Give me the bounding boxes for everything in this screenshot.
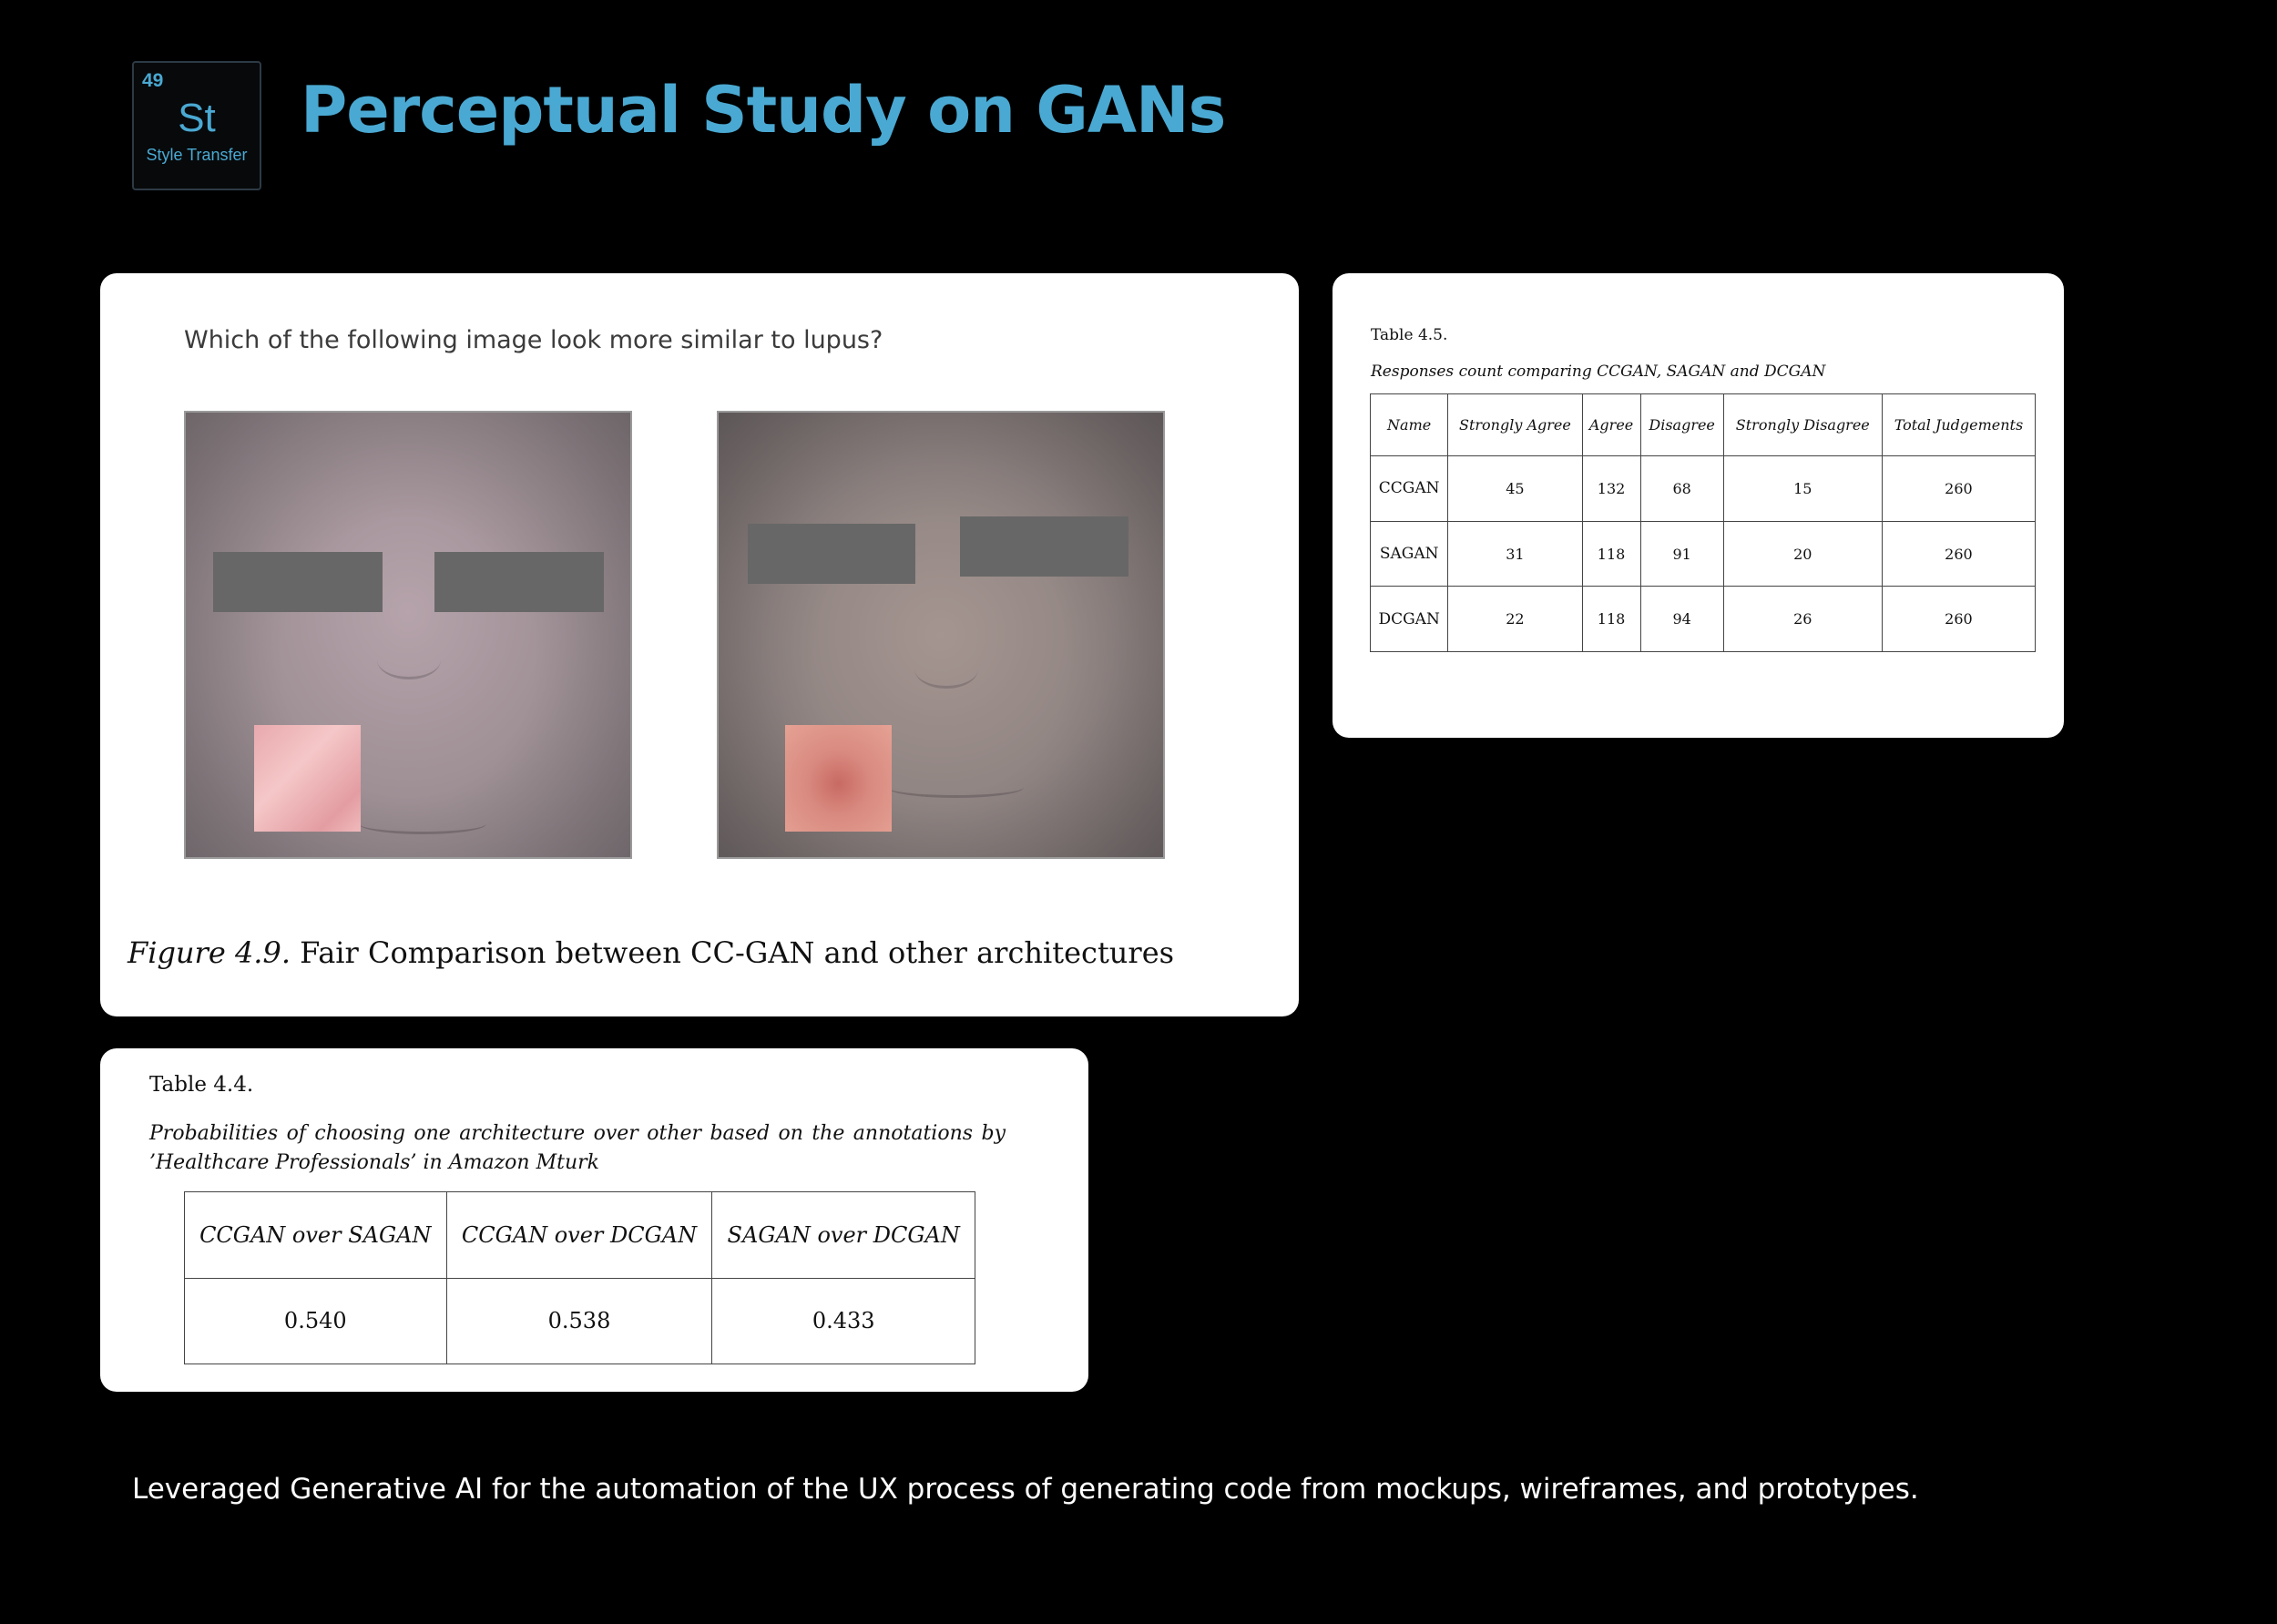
table-cell: 0.538 (446, 1278, 712, 1364)
badge-number: 49 (142, 70, 164, 91)
column-header: Strongly Disagree (1723, 394, 1882, 456)
figure-caption (128, 935, 1174, 970)
table-cell: 0.540 (185, 1278, 447, 1364)
table-cell: 260 (1882, 456, 2035, 522)
table-cell: 26 (1723, 587, 1882, 652)
table-4-4-card (100, 1048, 1088, 1392)
table-title: Probabilities of choosing one architecture over other based on the annotations by ’Healthcare Professionals’ in Amazon Mturk (149, 1122, 1006, 1174)
table-cell: 91 (1640, 521, 1723, 587)
face-image-right (717, 411, 1165, 859)
table-cell: SAGAN (1371, 521, 1448, 587)
table-cell: 0.433 (712, 1278, 975, 1364)
table-title: Responses count comparing CCGAN, SAGAN and DCGAN (1371, 363, 1826, 381)
eye-redaction-bar (213, 552, 383, 612)
page-title: Perceptual Study on GANs (301, 73, 1226, 148)
table-label: Table 4.4. (149, 1073, 254, 1097)
table-row (1371, 456, 2036, 522)
table-cell: 20 (1723, 521, 1882, 587)
figure-caption-label: Figure 4.9. (128, 935, 291, 970)
figure-caption-text: Fair Comparison between CC-GAN and other architectures (300, 935, 1175, 970)
table-row (1371, 521, 2036, 587)
responses-table (1370, 393, 2036, 652)
lupus-patch (785, 725, 892, 832)
table-header-row (1371, 394, 2036, 456)
column-header: Disagree (1640, 394, 1723, 456)
table-cell: 15 (1723, 456, 1882, 522)
eye-redaction-bar (748, 524, 915, 584)
table-cell: DCGAN (1371, 587, 1448, 652)
table-cell: 22 (1448, 587, 1582, 652)
column-header: SAGAN over DCGAN (712, 1192, 975, 1279)
column-header: CCGAN over DCGAN (446, 1192, 712, 1279)
table-label: Table 4.5. (1371, 326, 1448, 344)
eye-redaction-bar (960, 516, 1128, 577)
lupus-patch (254, 725, 361, 832)
footer-text: Leveraged Generative AI for the automation of the UX process of generating code from mockups, wireframes, and prototypes. (132, 1473, 1919, 1506)
table-4-5-card (1333, 273, 2064, 738)
table-cell: CCGAN (1371, 456, 1448, 522)
table-header-row (185, 1192, 975, 1279)
face-mouth (887, 777, 1024, 798)
table-cell: 31 (1448, 521, 1582, 587)
column-header: CCGAN over SAGAN (185, 1192, 447, 1279)
column-header: Strongly Agree (1448, 394, 1582, 456)
face-mouth (359, 813, 486, 834)
table-cell: 260 (1882, 521, 2035, 587)
face-nose (377, 640, 441, 679)
table-cell: 68 (1640, 456, 1723, 522)
table-cell: 132 (1582, 456, 1640, 522)
column-header: Total Judgements (1882, 394, 2035, 456)
face-shading (186, 413, 630, 857)
table-cell: 118 (1582, 587, 1640, 652)
table-cell: 118 (1582, 521, 1640, 587)
table-row (1371, 587, 2036, 652)
figure-card (100, 273, 1299, 1016)
column-header: Agree (1582, 394, 1640, 456)
table-cell: 260 (1882, 587, 2035, 652)
face-nose (914, 649, 978, 689)
table-cell: 94 (1640, 587, 1723, 652)
column-header: Name (1371, 394, 1448, 456)
eye-redaction-bar (434, 552, 604, 612)
face-image-left (184, 411, 632, 859)
figure-question: Which of the following image look more similar to lupus? (184, 326, 883, 354)
table-row (185, 1278, 975, 1364)
badge-name: Style Transfer (146, 146, 248, 164)
element-badge (132, 61, 261, 190)
badge-symbol: St (178, 96, 216, 140)
table-cell: 45 (1448, 456, 1582, 522)
probabilities-table (184, 1191, 975, 1364)
